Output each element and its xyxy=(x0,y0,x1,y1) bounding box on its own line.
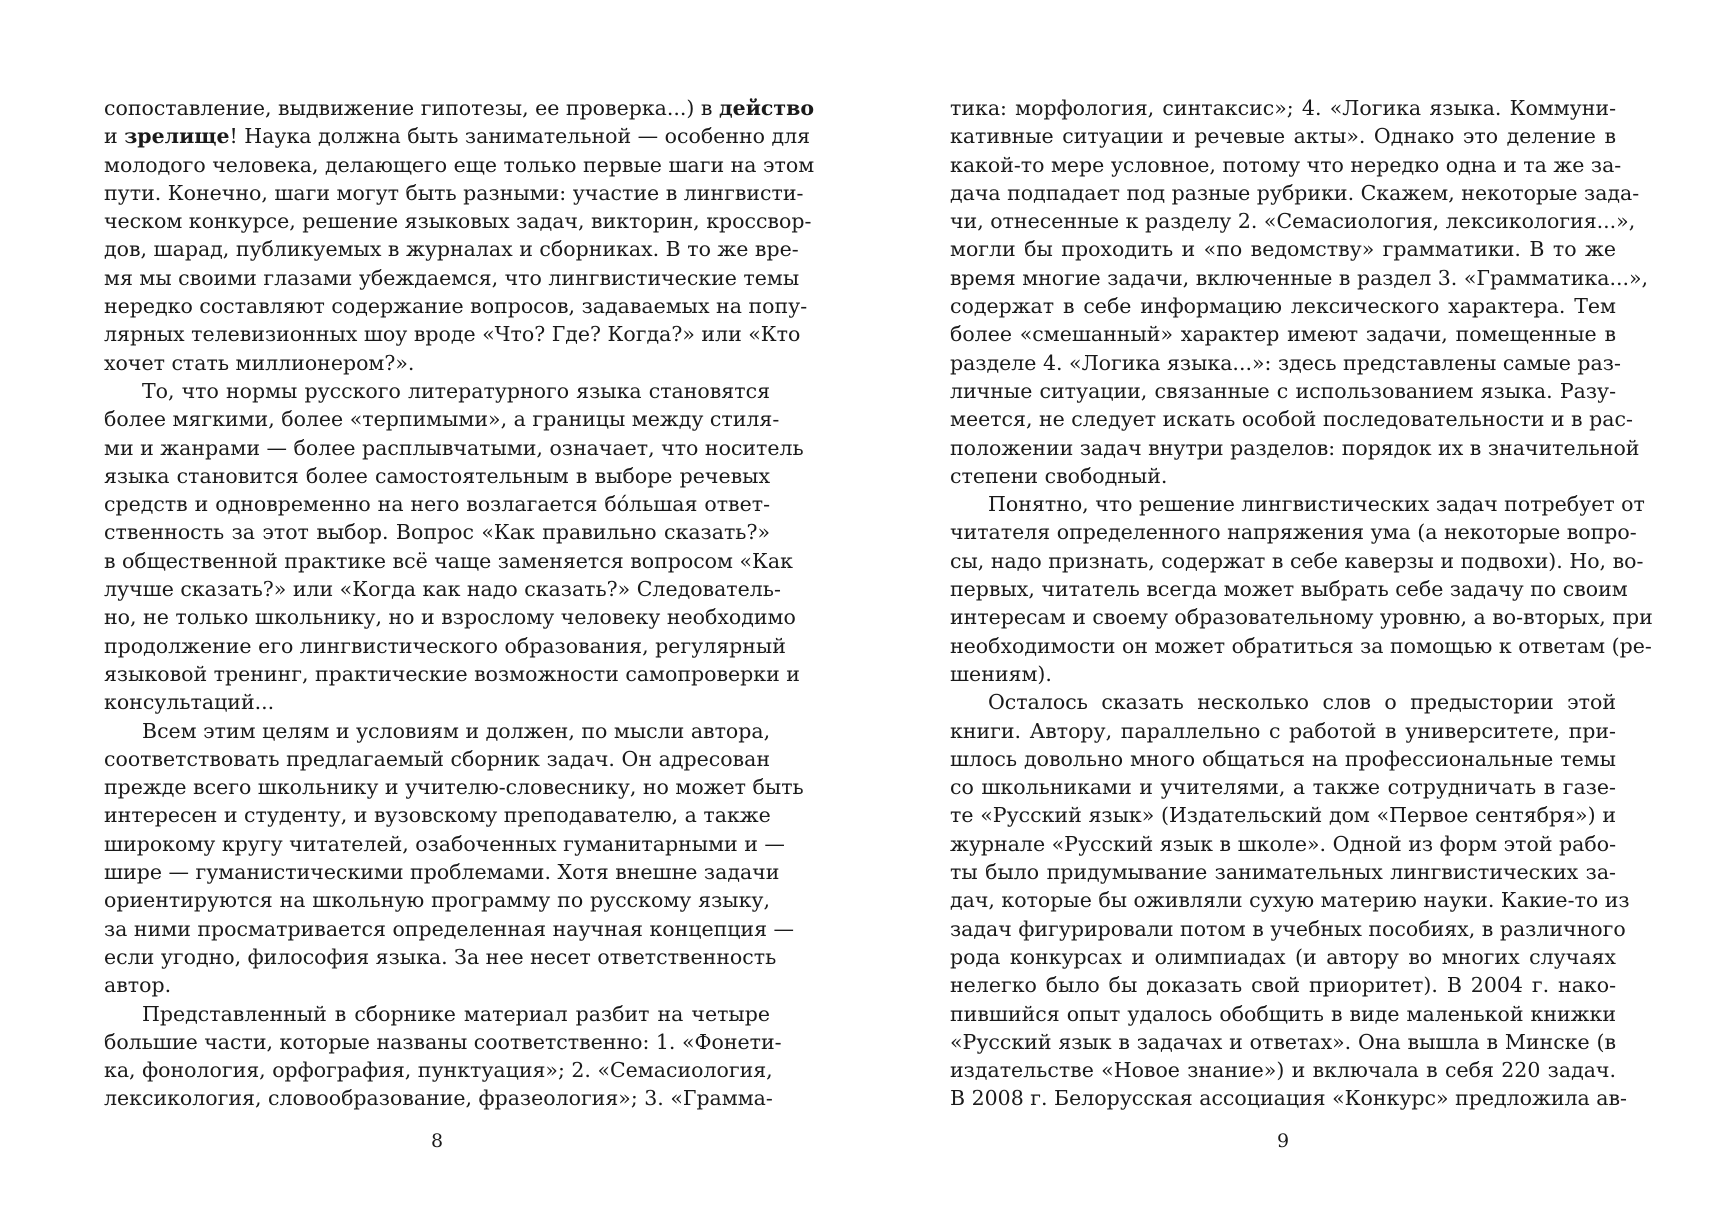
left-text-line: молодого человека, делающего еще только первые шаги на этом xyxy=(104,152,815,177)
left-text-line: лярных телевизионных шоу вроде «Что? Где? Когда?» или «Кто xyxy=(104,322,801,347)
left-text-line: если угодно, философия языка. За нее несет ответственность xyxy=(104,944,777,969)
right-text-line: читателя определенного напряжения ума (а некоторые вопро- xyxy=(950,520,1637,545)
left-text-line: дов, шарад, публикуемых в журналах и сборниках. В то же вре- xyxy=(104,237,799,262)
left-text-line: в общественной практике всё чаще заменяется вопросом «Как xyxy=(104,548,793,573)
left-text-line: ственность за этот выбор. Вопрос «Как правильно сказать?» xyxy=(104,520,770,545)
left-text-line: Всем этим целям и условиям и должен, по мысли автора, xyxy=(142,718,771,743)
right-text-line: журнале «Русский язык в школе». Одной из форм этой рабо- xyxy=(950,831,1616,856)
right-text-line: чи, отнесенные к разделу 2. «Семасиология, лексикология...», xyxy=(950,209,1636,234)
right-text-line: пившийся опыт удалось обобщить в виде маленькой книжки xyxy=(950,1001,1616,1026)
left-text-line: более мягкими, более «терпимыми», а границы между стиля- xyxy=(104,407,780,432)
left-text-line: лексикология, словообразование, фразеология»; 3. «Грамма- xyxy=(104,1086,773,1111)
right-text-line: более «смешанный» характер имеют задачи, помещенные в xyxy=(950,322,1616,347)
right-text-line: положении задач внутри разделов: порядок их в значительной xyxy=(950,435,1640,460)
right-page xyxy=(950,94,1653,1113)
right-text-line: кативные ситуации и речевые акты». Однако это деление в xyxy=(950,124,1616,149)
emphasis: действо xyxy=(718,96,814,120)
left-text-line: сопоставление, выдвижение гипотезы, ее проверка...) в действо xyxy=(104,96,814,120)
left-text-line: лучше сказать?» или «Когда как надо сказать?» Следователь- xyxy=(104,577,781,602)
left-text-line: шире — гуманистическими проблемами. Хотя внешне задачи xyxy=(104,860,780,885)
left-text-line: автор. xyxy=(104,973,172,998)
emphasis: зрелище xyxy=(124,124,230,149)
page-number-left: 8 xyxy=(430,1130,444,1152)
left-text-line: хочет стать миллионером?». xyxy=(104,350,415,375)
left-text-line: ка, фонология, орфография, пунктуация»; 2. «Семасиология, xyxy=(104,1058,773,1083)
left-text-line: но, не только школьнику, но и взрослому человеку необходимо xyxy=(104,605,796,630)
right-text-line: меется, не следует искать особой последовательности и в рас- xyxy=(950,407,1633,432)
right-text-line: книги. Автору, параллельно с работой в университете, при- xyxy=(950,718,1616,743)
right-text-line: со школьниками и учителями, а также сотрудничать в газе- xyxy=(950,775,1616,800)
right-text-line: необходимости он может обратиться за помощью к ответам (ре- xyxy=(950,633,1652,658)
right-text-line: шениям). xyxy=(950,661,1052,686)
left-text-line: продолжение его лингвистического образования, регулярный xyxy=(104,633,786,658)
left-text-line: и зрелище! Наука должна быть занимательной — особенно для xyxy=(104,124,811,149)
left-text-line: прежде всего школьнику и учителю-словеснику, но может быть xyxy=(104,775,804,800)
left-text-line: пути. Конечно, шаги могут быть разными: участие в лингвисти- xyxy=(104,180,804,205)
left-text-line: ориентируются на школьную программу по русскому языку, xyxy=(104,888,770,913)
right-text-line: шлось довольно много общаться на профессиональные темы xyxy=(950,746,1616,771)
right-text-line: «Русский язык в задачах и ответах». Она вышла в Минске (в xyxy=(950,1029,1616,1054)
left-text-line: То, что нормы русского литературного языка становятся xyxy=(142,378,770,403)
right-text-line: ты было придумывание занимательных лингвистических за- xyxy=(950,860,1616,885)
right-text-line: личные ситуации, связанные с использованием языка. Разу- xyxy=(950,378,1616,403)
right-text-line: какой-то мере условное, потому что нередко одна и та же за- xyxy=(950,152,1622,177)
right-text-line: время многие задачи, включенные в раздел 3. «Грамматика...», xyxy=(950,265,1649,290)
left-text-line: ми и жанрами — более расплывчатыми, означает, что носитель xyxy=(104,435,804,460)
left-page xyxy=(104,94,815,1113)
right-text-line: сы, надо признать, содержат в себе каверзы и подвохи). Но, во- xyxy=(950,548,1644,573)
right-text-line: Осталось сказать несколько слов о предыстории этой xyxy=(988,690,1616,715)
left-text-line: широкому кругу читателей, озабоченных гуманитарными и — xyxy=(104,831,785,856)
page-number-right: 9 xyxy=(1276,1130,1290,1152)
left-text-line: языка становится более самостоятельным в выборе речевых xyxy=(104,463,770,488)
right-text-line: первых, читатель всегда может выбрать себе задачу по своим xyxy=(950,577,1628,602)
right-text-line: степени свободный. xyxy=(950,463,1168,488)
left-text-line: консультаций... xyxy=(104,690,275,715)
left-text-line: средств и одновременно на него возлагается бо́льшая ответ- xyxy=(104,492,770,517)
right-text-line: дача подпадает под разные рубрики. Скажем, некоторые зада- xyxy=(950,180,1640,205)
right-text-line: тика: морфология, синтаксис»; 4. «Логика языка. Коммуни- xyxy=(950,96,1616,120)
left-text-line: языковой тренинг, практические возможности самопроверки и xyxy=(104,661,800,686)
right-text-line: те «Русский язык» (Издательский дом «Первое сентября») и xyxy=(950,803,1616,828)
left-text-line: нередко составляют содержание вопросов, задаваемых на попу- xyxy=(104,294,808,319)
right-text-line: нелегко было бы доказать свой приоритет). В 2004 г. нако- xyxy=(950,973,1616,998)
left-text-line: интересен и студенту, и вузовскому преподавателю, а также xyxy=(104,803,771,828)
right-text-line: В 2008 г. Белорусская ассоциация «Конкурс» предложила ав- xyxy=(950,1086,1627,1111)
right-text-line: содержат в себе информацию лексического характера. Тем xyxy=(950,294,1616,319)
left-text-line: соответствовать предлагаемый сборник задач. Он адресован xyxy=(104,746,770,771)
right-text-line: могли бы проходить и «по ведомству» грамматики. В то же xyxy=(950,237,1616,262)
right-text-line: Понятно, что решение лингвистических задач потребует от xyxy=(988,492,1645,517)
left-text-line: ческом конкурсе, решение языковых задач, викторин, кроссвор- xyxy=(104,209,812,234)
right-text-line: издательстве «Новое знание») и включала в себя 220 задач. xyxy=(950,1058,1616,1083)
right-text-line: интересам и своему образовательному уровню, а во-вторых, при xyxy=(950,605,1653,630)
right-text-line: дач, которые бы оживляли сухую материю науки. Какие-то из xyxy=(950,888,1630,913)
left-text-line: Представленный в сборнике материал разбит на четыре xyxy=(142,1001,770,1026)
left-text-line: за ними просматривается определенная научная концепция — xyxy=(104,916,795,941)
right-text-line: разделе 4. «Логика языка...»: здесь представлены самые раз- xyxy=(950,350,1621,375)
left-text-line: мя мы своими глазами убеждаемся, что лингвистические темы xyxy=(104,265,800,290)
left-text-line: большие части, которые названы соответственно: 1. «Фонети- xyxy=(104,1029,782,1054)
right-text-line: задач фигурировали потом в учебных пособиях, в различного xyxy=(950,916,1626,941)
right-text-line: рода конкурсах и олимпиадах (и автору во многих случаях xyxy=(950,944,1616,969)
